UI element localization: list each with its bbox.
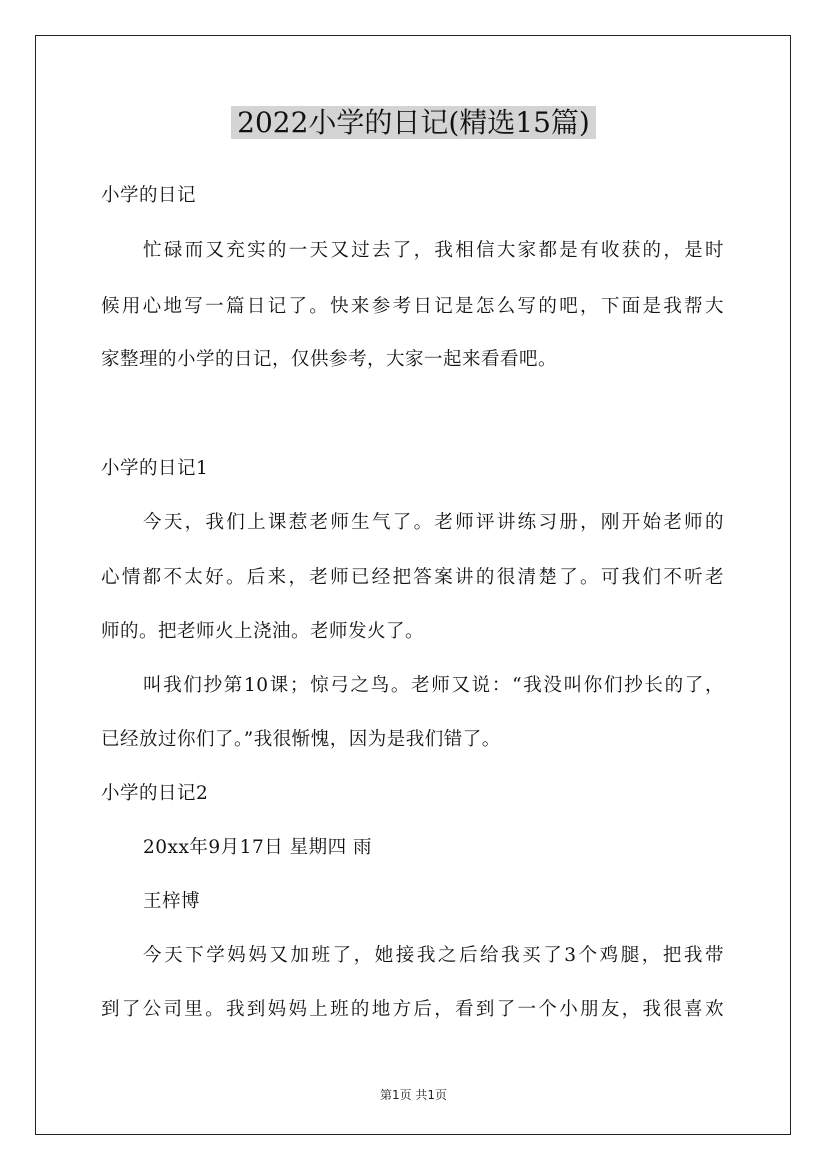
intro-line: 候用心地写一篇日记了。快来参考日记是怎么写的吧，下面是我帮大 [101,296,724,317]
entry2-heading: 小学的日记2 [101,783,209,804]
entry1-line: 心情都不太好。后来，老师已经把答案讲的很清楚了。可我们不听老 [101,567,724,588]
document-title-text: 2022小学的日记(精选15篇) [231,106,596,139]
entry1-line: 叫我们抄第10课；惊弓之鸟。老师又说：“我没叫你们抄长的了， [143,675,724,696]
intro-heading: 小学的日记 [101,185,197,206]
entry2-line: 今天下学妈妈又加班了，她接我之后给我买了3个鸡腿，把我带 [143,945,724,966]
entry2-line: 到了公司里。我到妈妈上班的地方后，看到了一个小朋友，我很喜欢 [101,999,724,1020]
intro-line: 家整理的小学的日记，仅供参考，大家一起来看看吧。 [101,349,558,370]
intro-line: 忙碌而又充实的一天又过去了，我相信大家都是有收获的，是时 [143,240,724,261]
page-footer: 第1页 共1页 [379,1088,448,1102]
document-title [0,103,827,143]
entry1-line: 已经放过你们了。”我很惭愧，因为是我们错了。 [101,729,501,750]
entry1-heading: 小学的日记1 [101,458,209,479]
entry2-date: 20xx年9月17日 星期四 雨 [143,837,372,858]
entry1-line: 师的。把老师火上浇油。老师发火了。 [101,621,425,642]
entry1-line: 今天，我们上课惹老师生气了。老师评讲练习册，刚开始老师的 [143,512,724,533]
entry2-author: 王梓博 [143,891,201,912]
